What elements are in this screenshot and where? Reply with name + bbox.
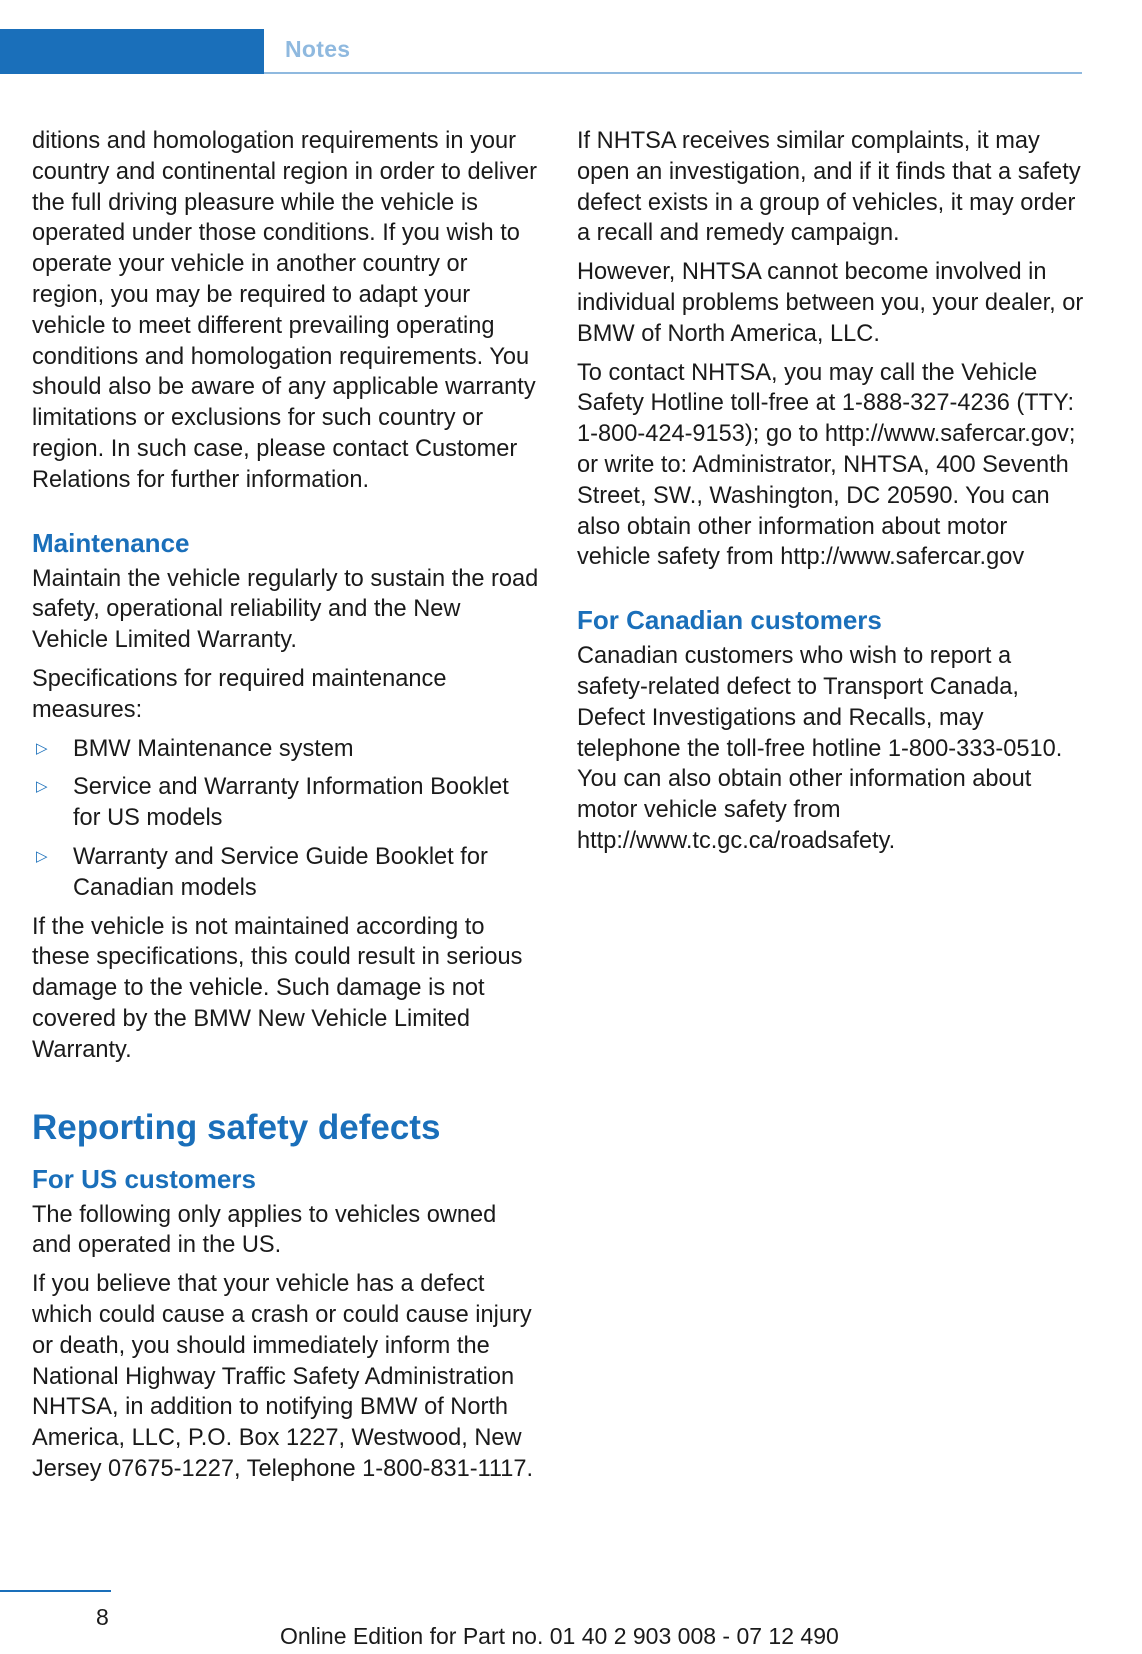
footer-rule (0, 1590, 111, 1592)
triangle-bullet-icon: ▷ (36, 778, 48, 796)
nhtsa-paragraph-3: To contact NHTSA, you may call the Vehicle Safety Hotline toll-free at 1-888-327-4236 (TTY: 1-800-424-9153); go to http://www.safercar.gov; or write to: Administrator, NHTSA, 400 Seventh Street, SW., Washington, DC 20590. You can also obtain other information about motor vehicle safety from http://www.safercar.gov (577, 359, 1076, 571)
list-item (32, 842, 540, 904)
maintenance-paragraph-2: Specifications for required maintenance measures: (32, 665, 447, 723)
canadian-paragraph: Canadian customers who wish to report a safety-related defect to Transport Canada, Defect Investigations and Recalls, may telephone the toll-free hotline 1-800-333-0510. You can also obtain other information about motor vehicle safety from http://www.tc.gc.ca/roadsafety. (577, 643, 1063, 854)
reporting-heading: Reporting safety defects (32, 1107, 441, 1147)
intro-paragraph: ditions and homologation requirements in your country and continental region in order to deliver the full driving pleasure while the vehicle is operated under those conditions. If you wish to operate your vehicle in another country or region, you may be required to adapt your vehicle to meet different prevailing operating conditions and homologation requirements. You should also be aware of any applicable warranty limitations or exclusions for such country or region. In such case, please contact Customer Relations for further information. (32, 128, 537, 493)
maintenance-paragraph-3: If the vehicle is not maintained according to these specifications, this could result in serious damage to the vehicle. Such damage is not covered by the BMW New Vehicle Limited Warranty. (32, 913, 523, 1063)
left-column (32, 126, 540, 1493)
header-accent-bar (0, 29, 264, 74)
nhtsa-paragraph-1: If NHTSA receives similar complaints, it may open an investigation, and if it finds that a safety defect exists in a group of vehicles, it may order a recall and remedy campaign. (577, 128, 1081, 247)
us-customers-heading: For US customers (32, 1163, 256, 1194)
maintenance-heading: Maintenance (32, 527, 190, 558)
header-rule (264, 72, 1082, 74)
edition-note: Online Edition for Part no. 01 40 2 903 008 - 07 12 490 (280, 1623, 839, 1649)
page-number: 8 (96, 1604, 109, 1630)
us-paragraph-2: If you believe that your vehicle has a defect which could cause a crash or could cause injury or death, you should immediately inform the National Highway Traffic Safety Administration NHTSA, in addition to notifying BMW of North America, LLC, P.O. Box 1227, Westwood, New Jersey 07675-1227, Telephone 1-800-831-1117. (32, 1271, 534, 1482)
us-paragraph-1: The following only applies to vehicles owned and operated in the US. (32, 1201, 497, 1259)
maintenance-paragraph-1: Maintain the vehicle regularly to sustain the road safety, operational reliability and the New Vehicle Limited Warranty. (32, 565, 539, 654)
canadian-customers-heading: For Canadian customers (577, 605, 882, 636)
list-item (32, 772, 540, 834)
triangle-bullet-icon: ▷ (36, 739, 48, 757)
list-item-text: BMW Maintenance system (73, 735, 354, 762)
section-title: Notes (285, 36, 351, 62)
triangle-bullet-icon: ▷ (36, 847, 48, 865)
right-column (577, 126, 1085, 865)
list-item-text: Service and Warranty Information Booklet for US models (73, 774, 509, 832)
list-item (32, 734, 540, 765)
nhtsa-paragraph-2: However, NHTSA cannot become involved in individual problems between you, your dealer, or BMW of North America, LLC. (577, 259, 1084, 347)
list-item-text: Warranty and Service Guide Booklet for Canadian models (73, 843, 488, 901)
maintenance-list (32, 734, 540, 904)
